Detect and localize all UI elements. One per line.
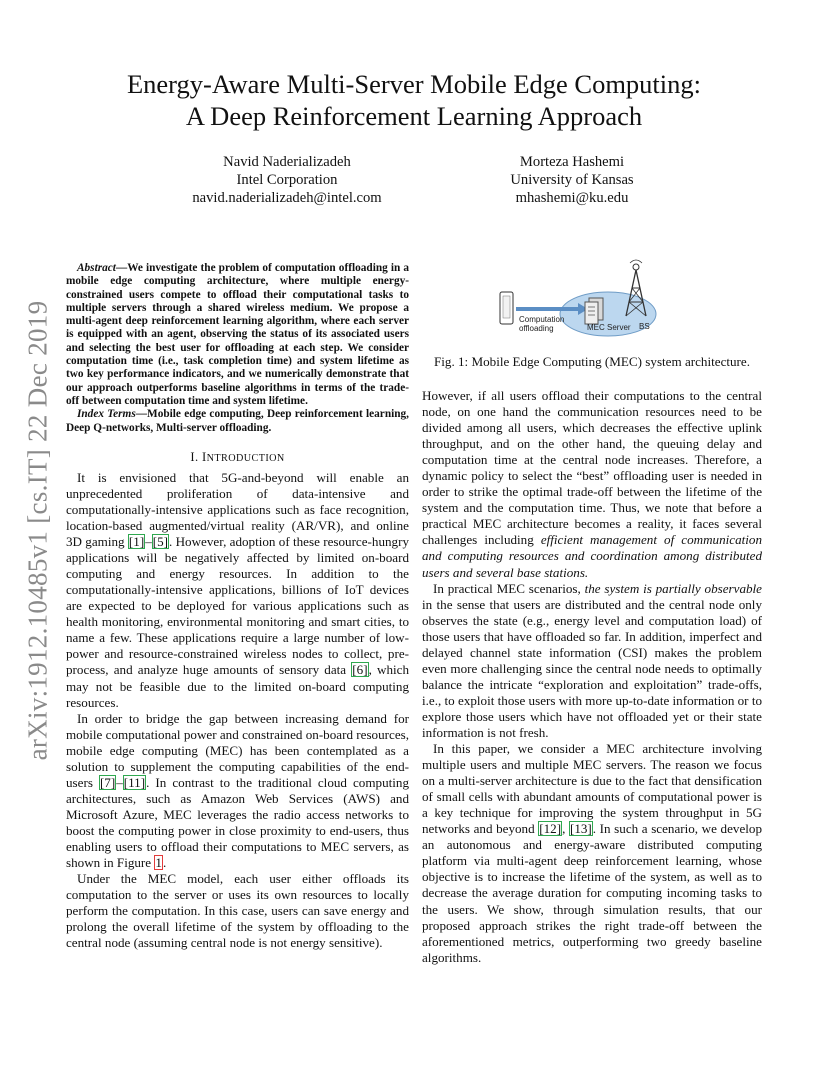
citation-link[interactable]: [13] [569, 821, 592, 837]
right-paragraph-2 [422, 581, 762, 741]
figure-caption: Fig. 1: Mobile Edge Computing (MEC) system architecture. [433, 354, 751, 369]
left-column [66, 262, 409, 951]
author-name: Morteza Hashemi [519, 154, 625, 170]
abstract-label: Abstract [77, 262, 116, 274]
citation-link[interactable]: [12] [539, 821, 562, 837]
author-block-2 [435, 153, 709, 207]
figure-label-offloading-2: offloading [519, 324, 554, 333]
intro-paragraph-3: Under the MEC model, each user either offloads its computation to the server or uses its own resources to locally perform the computation. In this case, users can save energy and prolong the overall lifetime of the system by offloading to the central node (assuming central node is not energy sensitive). [66, 871, 409, 951]
author-affiliation: University of Kansas [510, 172, 634, 188]
citation-link[interactable]: [11] [123, 774, 146, 790]
text-run: – [116, 774, 123, 790]
title-line-2: A Deep Reinforcement Learning Approach [185, 101, 643, 131]
intro-paragraph-1 [66, 470, 409, 711]
text-run: , [562, 821, 569, 837]
text-run: in the sense that users are distributed and the central node only observes the state (e.g., energy level and computation load) of those users that have offloaded so far. In addition, imperfect and delayed channel state information (CSI) makes the problem even more challenging since the central node needs to optimally balance the intricate “exploration and exploitation” trade-offs, i.e., to exploit those users with more up-to-date information or to explore those users which have not offloaded yet or their state information is not fresh. [422, 596, 763, 740]
figure-label-bs: BS [639, 322, 650, 331]
figure-reference-link[interactable]: 1 [155, 855, 162, 871]
section-numeral: I. I [190, 449, 207, 464]
text-run: It is envisioned that 5G-and-beyond will enable an unprecedented proliferation of data-intensive and computationally-intensive applications such as face recognition, location-based augmented/virtual reality (AR/VR), and online 3D gaming [66, 469, 409, 550]
section-title-rest: NTRODUCTION [206, 452, 285, 464]
mobile-screen [503, 296, 510, 318]
mec-server-icon [585, 298, 603, 324]
index-terms [66, 408, 409, 435]
mec-diagram [488, 258, 694, 338]
index-terms-text: —Mobile edge computing, Deep reinforcement learning, Deep Q-networks, Multi-server offloading. [66, 408, 409, 434]
arxiv-sidebar [24, 290, 52, 770]
text-run: . In contrast to the traditional cloud computing architectures, such as Amazon Web Services (AWS) and Microsoft Azure, MEC leverages the radio access networks to boost the computing power in close proximity to end-users, thus enabling users to offload their computations to MEC servers, as shown in Figure [66, 774, 409, 871]
text-run: In practical MEC scenarios, [433, 580, 585, 596]
title-line-1: Energy-Aware Multi-Server Mobile Edge Computing: [126, 69, 702, 99]
text-run: . [162, 855, 167, 871]
author-email: mhashemi@ku.edu [515, 190, 629, 206]
emphasis-text: efficient management of communication and computing resources and coordination among distributed users and several base stations. [422, 532, 762, 580]
citation-link[interactable]: [7] [99, 774, 116, 790]
figure-label-mec-server: MEC Server [587, 323, 631, 332]
text-run: In this paper, we consider a MEC architecture involving multiple users and multiple MEC servers. The reason we focus on a multi-server architecture is due to the fact that densification of small cells with abundant amounts of computational power is a key technique for improving the system throughput in 5G networks and beyond [422, 741, 762, 837]
author-affiliation: Intel Corporation [236, 172, 338, 188]
abstract [66, 262, 409, 408]
intro-paragraph-2 [66, 711, 409, 871]
figure-mec-architecture [488, 258, 694, 338]
text-run: – [145, 534, 152, 550]
text-run: However, if all users offload their computations to the central node, on one hand the communication resources need to be divided among all users, which decreases the effective uplink throughput, and on the other hand, the queuing delay and computation time at the central node increases. Therefore, a dynamic policy to select the “best” offloading user is needed in order to strike the optimal trade-off between the lifetime of the system and the computation time. Thus, we note that before a practical MEC architecture becomes a reality, it faces several challenges including [422, 388, 762, 548]
right-column [422, 388, 762, 966]
offloading-arrow-shaft [516, 307, 578, 311]
text-run: In order to bridge the gap between increasing demand for mobile computational power and constrained on-board resources, mobile edge computing (MEC) has been contemplated as a solution to supplement the computing capabilities of the end-users [66, 710, 409, 790]
emphasis-text: the system is partially observable [584, 580, 762, 596]
right-paragraph-3 [422, 741, 762, 966]
arxiv-identifier: arXiv:1912.10485v1 [cs.IT] 22 Dec 2019 [22, 300, 53, 760]
right-paragraph-1 [422, 388, 762, 581]
citation-link[interactable]: [5] [152, 534, 169, 550]
author-block-1 [150, 153, 424, 207]
paper-title [60, 68, 768, 132]
author-name: Navid Naderializadeh [223, 154, 351, 170]
author-email: navid.naderializadeh@intel.com [192, 190, 382, 206]
citation-link[interactable]: [6] [352, 662, 368, 678]
text-run: . However, adoption of these resource-hungry applications will be negatively affected by limited on-board computing and energy resources. In addition to the computationally-intensive applications, billions of IoT devices are expected to be deployed for various applications such as health monitoring, environmental monitoring and smart cities, to name a few. These applications require a large number of low-power and resource-constrained wireless nodes to collect, pre-process, and analyze huge amounts of sensory data [66, 534, 410, 678]
section-heading-introduction [66, 449, 409, 467]
figure-label-offloading-1: Computation [519, 315, 565, 324]
abstract-text: —We investigate the problem of computation offloading in a mobile edge computing architecture, where multiple energy-constrained users compete to offload their computational tasks to multiple servers through a shared wireless medium. We propose a multi-agent deep reinforcement learning algorithm, where each server is equipped with an agent, observing the status of its associated users and selecting the best user for offloading at each step. We consider computation time (i.e., task completion time) and system lifetime as two key performance indicators, and we numerically demonstrate that our approach outperforms baseline algorithms in terms of the trade-off between computation time and system lifetime. [66, 262, 409, 407]
citation-link[interactable]: [1] [128, 534, 145, 550]
text-run: , which may not be feasible due to the limited on-board computing resources. [66, 662, 409, 710]
text-run: . In such a scenario, we develop an autonomous and energy-aware distributed computing platform via multi-agent deep reinforcement learning, whose objective is to increase the lifetime of the system, as well as to decrease the average duration for computing incoming tasks to the users. We show, through simulation results, that our proposed approach strikes the right trade-off between the aforementioned metrics, outperforming two greedy baseline algorithms. [422, 821, 763, 965]
index-terms-label: Index Terms [77, 408, 136, 421]
